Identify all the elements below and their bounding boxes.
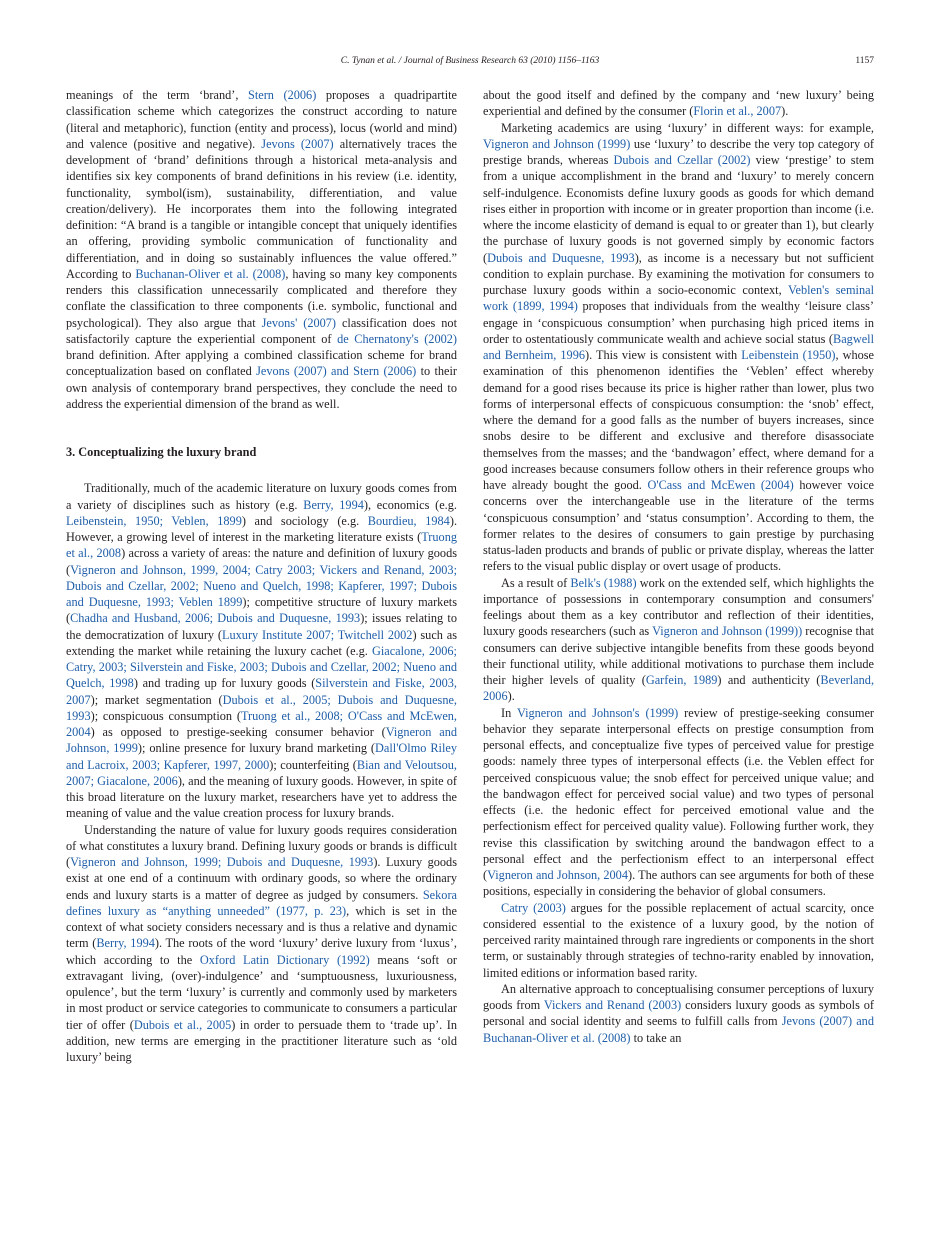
body-text: ). This view is consistent with (585, 348, 742, 362)
body-text: meanings of the term ‘brand’, (66, 88, 248, 102)
body-text: view ‘prestige’ to stem from a unique accomplishment in the brand and ‘luxury’ to merely concern self-indulgence. Economists define luxury goods as goods for which demand rises either in proportion with income or in greater proportion than income (i.e. where the income elasticity of demand is equal to or greater than 1), but clearly the purchase of luxury goods is not governed simply by economic factors ( (483, 153, 875, 265)
body-text: ); online presence for luxury brand marketing ( (137, 741, 376, 756)
citation-link[interactable]: Sekora defines luxury as “anything unneeded” (1977, p. 23) (66, 887, 457, 918)
citation-link[interactable]: Giacalone, 2006; Catry, 2003; Silverstein and Fiske, 2003; Dubois and Czellar, 2002; Nueno and Quelch, 1998 (66, 643, 457, 691)
citation-link[interactable]: Bourdieu, 1984 (367, 513, 450, 528)
citation-link[interactable]: Jevons (2007) (261, 136, 334, 151)
citation-link[interactable]: Dubois and Czellar (2002) (613, 153, 751, 167)
citation-link[interactable]: Vickers and Renand (2003) (543, 998, 682, 1012)
body-text: argues for the possible replacement of actual scarcity, once considered essential to the existence of a luxury good, by the notion of perceived rarity maintained through rare ingredients or components in the short term, or sustainably through strategies of techno-rarity enabled by innovation, limited editions or information based rarity. (483, 900, 874, 980)
body-text: ) as opposed to prestige-seeking consumer behavior ( (90, 725, 386, 739)
body-text: ); conspicuous consumption ( (90, 708, 241, 723)
paragraph (483, 981, 874, 1046)
citation-link[interactable]: Truong et al., 2008 (66, 530, 457, 561)
body-text: ); competitive structure of luxury markets ( (66, 595, 457, 626)
body-text: to take an (630, 1030, 682, 1045)
body-text: classification does not satisfactorily capture the experiential component of (66, 315, 457, 346)
body-text: ) and authenticity ( (717, 673, 821, 687)
body-text: ); market segmentation ( (90, 692, 223, 707)
body-text: In (501, 705, 517, 720)
citation-link[interactable]: Garfein, 1989 (645, 673, 718, 687)
body-text: Traditionally, much of the academic literature on luxury goods comes from a variety of disciplines such as history (e.g. (66, 481, 457, 512)
body-text: ); counterfeiting ( (269, 757, 357, 772)
body-text: ), as income is a necessary but not sufficient condition to explain purchase. By examining the motivation for consumers to purchase luxury goods within a socio-economic context, (483, 250, 874, 297)
citation-link[interactable]: Dubois et al., 2005; Dubois and Duquesne, 1993 (66, 692, 457, 723)
body-text: Understanding the nature of value for luxury goods requires consideration of what constitutes a luxury brand. Defining luxury goods or brands is difficult ( (66, 822, 457, 869)
body-text: , which is set in the context of what society considers necessary and is thus a relative and dynamic term ( (66, 903, 457, 951)
citation-link[interactable]: Bagwell and Bernheim, 1996 (483, 331, 874, 362)
citation-link[interactable]: Berry, 1994 (303, 497, 364, 512)
citation-link[interactable]: Belk's (1988) (570, 575, 637, 590)
body-text: ) and sociology (e.g. (241, 513, 368, 528)
citation-link[interactable]: Berry, 1994 (96, 936, 155, 951)
body-text: ); issues relating to the democratization of luxury ( (66, 611, 457, 642)
citation-link[interactable]: Chadha and Husband, 2006; Dubois and Duquesne, 1993 (70, 611, 361, 626)
citation-link[interactable]: Silverstein and Fiske, 2003, 2007 (66, 676, 457, 707)
body-text: ), economics (e.g. (363, 497, 457, 512)
body-text: proposes that individuals from the wealthy ‘leisure class’ engage in ‘conspicuous consumption’ when purchasing high priced items in order to ostentatiously communicate wealth and achieve social status ( (483, 299, 874, 346)
body-text: to their own analysis of contemporary brand perspectives, they conclude the need to address the experiential dimension of the brand as well. (66, 364, 458, 411)
body-text: ) and trading up for luxury goods ( (133, 676, 316, 691)
paragraph (483, 575, 874, 705)
body-text: use ‘luxury’ to describe the very top category of prestige brands, whereas (483, 136, 875, 167)
running-head (66, 56, 874, 70)
citation-link[interactable]: O'Cass and McEwen (2004) (647, 478, 794, 492)
body-text: brand definition. After applying a combined classification scheme for brand conceptualization based on conflated (66, 348, 457, 379)
body-text: alternatively traces the development of ‘brand’ definitions through a historical meta-analysis and identifies six key components of brand definitions in his review (i.e. identity, functionality, symbol(ism), sustainability, differentiation, and value creation/delivery). He incorporates them into the following integrated definition: “A brand is a tangible or intangible concept that uniquely identifies an offering, providing symbolic communication of functionality and differentiation, and in doing so sustainably influences the value offered.” According to (66, 136, 457, 281)
citation-link[interactable]: Vigneron and Johnson (1999) (483, 136, 631, 151)
body-text: ). (507, 689, 515, 704)
right-column (483, 87, 874, 1046)
citation-link[interactable]: Buchanan-Oliver et al. (2008) (135, 266, 286, 281)
body-text: about the good itself and defined by the company and ‘new luxury’ being experiential and defined by the consumer ( (483, 88, 874, 119)
body-text: means ‘soft or extravagant living, (over)-indulgence’ and ‘sumptuousness, luxuriousness, opulence’, but the term ‘luxury’ is currently and commonly used by marketers in most product or service categories to communicate to consumers a particular tier of offer ( (66, 952, 457, 1032)
citation-link[interactable]: Dall'Olmo Riley and Lacroix, 2003; Kapferer, 1997, 2000 (66, 741, 457, 772)
citation-link[interactable]: Luxury Institute 2007; Twitchell 2002 (222, 627, 413, 642)
body-text: Marketing academics are using ‘luxury’ in different ways: for example, (501, 120, 874, 135)
citation-link[interactable]: Stern (2006) (248, 88, 317, 102)
body-text: however voice concerns over the interchangeable use in the literature of the terms ‘conspicuous consumption’ and ‘status consumption’. According to them, the former relates to the desires of consumers to gain prestige by purchasing status-laden products and brands of public or private display, whereas the latter refers to the visual public display or overt usage of products. (483, 478, 874, 574)
citation-link[interactable]: Catry (2003) (501, 900, 566, 915)
running-head-citation: C. Tynan et al. / Journal of Business Research 63 (2010) 1156–1163 (340, 56, 600, 66)
paragraph (483, 705, 874, 900)
citation-link[interactable]: Truong et al., 2008; O'Cass and McEwen, 2004 (66, 708, 458, 739)
citation-link[interactable]: Beverland, 2006 (483, 673, 875, 704)
citation-link[interactable]: Florin et al., 2007 (693, 104, 782, 119)
body-text: considers luxury goods as symbols of personal and social identity and seems to fulfill calls from (483, 998, 875, 1029)
body-text: proposes a quadripartite classification scheme which categorizes the construct according to nature (literal and metaphoric), function (entity and process), locus (world and mind) and valence (positive and negative). (66, 88, 457, 151)
paragraph (483, 900, 874, 981)
citation-link[interactable]: de Chernatony's (2002) (337, 331, 457, 346)
citation-link[interactable]: Jevons (2007) and Stern (2006) (256, 364, 417, 379)
page-number: 1157 (855, 56, 874, 66)
body-text: ). Luxury goods exist at one end of a continuum with ordinary goods, so where the ordinary ends and luxury starts is a matter of degree as judged by consumers. (66, 855, 457, 902)
citation-link[interactable]: Vigneron and Johnson, 1999, 2004; Catry 2003; Vickers and Renand, 2003; Dubois and Czellar, 2002; Nueno and Quelch, 1998; Kapferer, 1997; Dubois and Duquesne, 1993; Veblen 1899 (66, 562, 457, 609)
paragraph (483, 120, 874, 575)
body-text: ). (781, 104, 789, 119)
paragraph (483, 87, 874, 120)
body-text: recognise that consumers can derive subjective intangible benefits from these goods beyond their functional utility, while additional motivations to purchase them include their higher levels of quality ( (483, 624, 874, 687)
citation-link[interactable]: Vigneron and Johnson, 1999 (66, 725, 457, 756)
paragraph (66, 822, 457, 1066)
citation-link[interactable]: Jevons' (2007) (261, 315, 337, 330)
body-text: ) across a variety of areas: the nature and definition of luxury goods ( (66, 546, 458, 577)
citation-link[interactable]: Oxford Latin Dictionary (1992) (199, 952, 370, 967)
citation-link[interactable]: Leibenstein, 1950; Veblen, 1899 (66, 513, 242, 528)
body-text: An alternative approach to conceptualising consumer perceptions of luxury goods from (483, 981, 874, 1012)
body-text: ) such as extending the market while retaining the luxury cachet (e.g. (66, 627, 458, 658)
paragraph (66, 87, 457, 412)
body-text: , having so many key components renders this classification unnecessarily complicated and therefore they conflate the classification to three components (i.e. symbolic, functional and psychological). They also argue that (66, 266, 457, 330)
body-text: review of prestige-seeking consumer behavior they separate interpersonal effects on prestige consumption from personal effects, and conceptualize five types of perceived value for prestige goods: namely three types of interpersonal effects (i.e. the Veblen effect for perceived conspicuous value; the snob effect for perceived unique value; and the bandwagon effect for perceived social value) and two types of personal effects (i.e. the hedonic effect for perceived emotional value and the perfectionism effect for perceived quality value). Following further work, they revise this classification by switching around the bandwagon effect to a personal effect and the perfectionism effect to an interpersonal effect ( (483, 705, 874, 882)
section-heading: 3. Conceptualizing the luxury brand (66, 445, 257, 459)
body-text: ). The roots of the word ‘luxury’ derive luxury from ‘luxus’, which according to the (66, 936, 457, 967)
body-text: ). However, a growing level of interest in the marketing literature exists ( (66, 513, 458, 544)
paragraph (66, 480, 457, 821)
citation-link[interactable]: Vigneron and Johnson, 2004 (487, 868, 628, 882)
citation-link[interactable]: Vigneron and Johnson, 1999; Dubois and Duquesne, 1993 (70, 855, 374, 869)
left-column (66, 87, 457, 1065)
citation-link[interactable]: Dubois et al., 2005 (133, 1017, 232, 1032)
citation-link[interactable]: Bian and Veloutsou, 2007; Giacalone, 2006 (66, 757, 457, 788)
citation-link[interactable]: Vigneron and Johnson's (1999) (516, 705, 679, 720)
body-text: , whose examination of this phenomenon identifies the ‘Veblen’ effect whereby demand for a good rises because its price is higher rather than lower, plus two forms of interpersonal effects of conspicuous consumption: the ‘snob’ effect, where the demand for a good falls as the number of buyers increases, since snobs desire to be different and exclusive and therefore disassociate themselves from the masses; and the ‘bandwagon’ effect, where demand for a good increases because consumers follow others in their reference groups who have already bought the good. (483, 348, 874, 492)
body-text: ). The authors can see arguments for both of these positions, especially in considering the behavior of global consumers. (483, 868, 874, 899)
body-text: work on the extended self, which highlights the importance of possessions in contemporary consumption and consumers' feelings about them as a key contributor and reflection of their identities, luxury goods researchers (such as (483, 575, 874, 639)
citation-link[interactable]: Dubois and Duquesne, 1993 (487, 250, 635, 265)
body-text: ), and the meaning of luxury goods. However, in spite of this broad literature on the luxury market, researchers have yet to address the meaning of value and the value creation process for luxury brands. (66, 773, 457, 821)
body-text: As a result of (501, 575, 571, 590)
citation-link[interactable]: Jevons (2007) and Buchanan-Oliver et al. (2008) (483, 1014, 874, 1045)
citation-link[interactable]: Leibenstein (1950) (741, 348, 836, 362)
citation-link[interactable]: Veblen's seminal work (1899, 1994) (483, 283, 874, 314)
citation-link[interactable]: Vigneron and Johnson (1999)) (652, 624, 803, 639)
body-text: ) in order to persuade them to ‘trade up’. In addition, new terms are emerging in the practitioner literature such as ‘old luxury’ being (66, 1017, 457, 1064)
